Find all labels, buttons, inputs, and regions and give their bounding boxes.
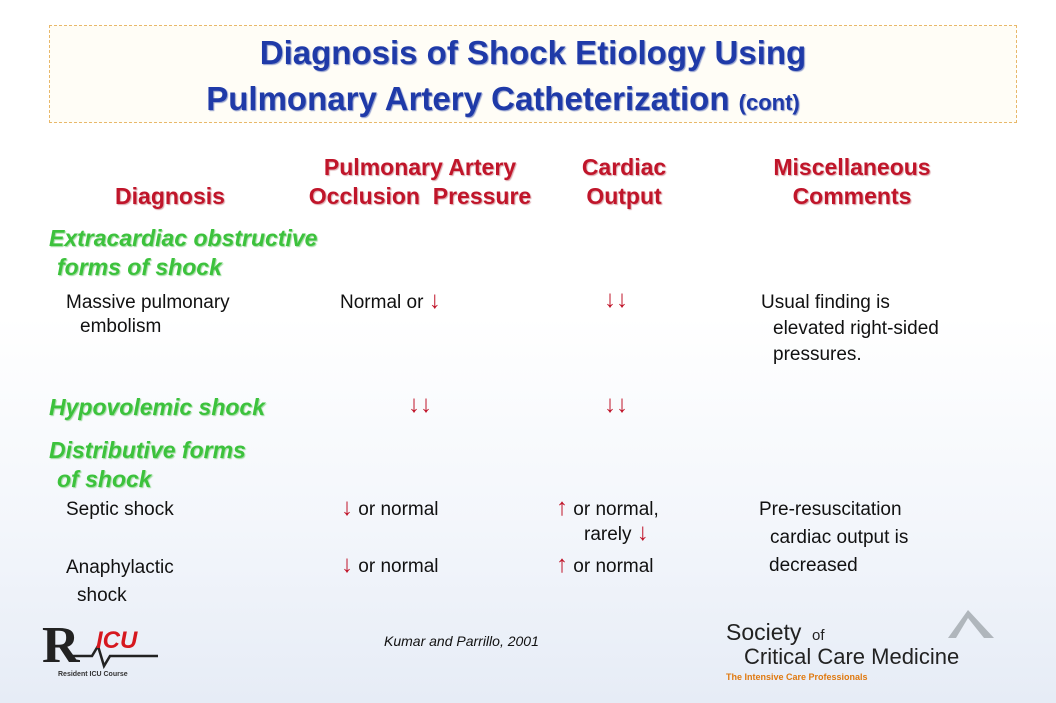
row-hypovolemic-co [604, 391, 628, 419]
header-misc [752, 153, 952, 211]
double-arrow-down-icon: ↓↓ [408, 391, 432, 418]
row-pe-paop [340, 288, 441, 316]
logo-society: Society [726, 619, 802, 645]
header-paop-line-1: Pulmonary Artery [323, 154, 517, 180]
row-anaphylactic-co [556, 552, 654, 580]
logo-name: Critical Care Medicine [744, 644, 960, 669]
row-septic-misc-line-1: Pre-resuscitation [759, 499, 902, 520]
section-distributive-line-2: of shock [57, 466, 152, 492]
section-distributive [49, 436, 246, 494]
row-septic-misc-line-2: cardiac output is [770, 527, 909, 548]
row-pe-diagnosis [66, 290, 230, 340]
row-septic-co-line-2: rarely [584, 524, 632, 545]
row-anaphylactic-paop [341, 552, 439, 580]
title-line-2 [20, 80, 986, 118]
section-extracardiac [49, 224, 317, 282]
arrow-down-icon: ↓ [636, 519, 649, 546]
header-paop [285, 153, 555, 211]
row-anaphylactic-paop-text: or normal [358, 556, 439, 577]
ricu-logo-graphic [40, 612, 170, 686]
section-hypovolemic: Hypovolemic shock [49, 394, 266, 420]
citation: Kumar and Parrillo, 2001 [384, 633, 539, 649]
sccm-peak-icon [948, 610, 994, 638]
ricu-logo [40, 612, 170, 686]
row-anaphylactic-co-text: or normal [573, 556, 654, 577]
sccm-logo [724, 608, 1014, 688]
row-pe-paop-text: Normal or [340, 292, 424, 313]
row-pe-co [604, 286, 628, 314]
logo-of: of [812, 627, 825, 644]
section-distributive-line-1: Distributive forms [49, 437, 246, 463]
row-anaphylactic-diag-line-1: Anaphylactic [66, 557, 174, 578]
title-box [49, 25, 1017, 123]
header-co-line-1: Cardiac [581, 154, 667, 180]
title-suffix: (cont) [738, 90, 800, 115]
row-septic-diagnosis: Septic shock [66, 499, 174, 520]
logo-r-letter: R [42, 617, 80, 674]
arrow-up-icon: ↑ [556, 551, 568, 578]
title-line-1: Diagnosis of Shock Etiology Using [259, 34, 807, 71]
arrow-up-icon: ↑ [556, 494, 568, 521]
header-cardiac-output [560, 153, 688, 211]
double-arrow-down-icon: ↓↓ [604, 391, 628, 418]
arrow-down-icon: ↓ [341, 494, 353, 521]
row-anaphylactic-diag-line-2: shock [77, 585, 127, 606]
row-septic-co [556, 495, 659, 548]
arrow-down-icon: ↓ [428, 287, 441, 314]
row-septic-paop [341, 495, 439, 523]
arrow-down-icon: ↓ [341, 551, 353, 578]
row-hypovolemic-paop [408, 391, 432, 419]
title-line-2-text: Pulmonary Artery Catheterization [206, 80, 730, 117]
row-pe-misc [761, 290, 939, 368]
row-septic-misc [759, 497, 908, 579]
row-pe-diag-line-2: embolism [80, 316, 162, 337]
logo-tagline: The Intensive Care Professionals [726, 672, 868, 682]
row-septic-co-line-1: or normal, [573, 499, 659, 520]
row-septic-paop-text: or normal [358, 499, 439, 520]
sccm-logo-graphic [724, 608, 1014, 688]
header-co-line-2: Output [586, 183, 662, 209]
double-arrow-down-icon: ↓↓ [604, 286, 628, 313]
row-septic-misc-line-3: decreased [769, 555, 858, 576]
logo-caption: Resident ICU Course [58, 671, 128, 678]
row-pe-misc-line-1: Usual finding is [761, 292, 890, 313]
row-pe-misc-line-3: pressures. [773, 344, 862, 365]
header-misc-line-2: Comments [792, 183, 912, 209]
header-misc-line-1: Miscellaneous [773, 154, 931, 180]
header-diagnosis: Diagnosis [115, 183, 225, 209]
row-anaphylactic-diagnosis [66, 555, 174, 609]
header-paop-line-2: Occlusion Pressure [308, 183, 532, 209]
logo-icu-letters: ICU [96, 627, 138, 654]
row-pe-diag-line-1: Massive pulmonary [66, 292, 230, 313]
row-pe-misc-line-2: elevated right-sided [773, 318, 939, 339]
section-extracardiac-line-1: Extracardiac obstructive [49, 225, 318, 251]
section-extracardiac-line-2: forms of shock [57, 254, 222, 280]
